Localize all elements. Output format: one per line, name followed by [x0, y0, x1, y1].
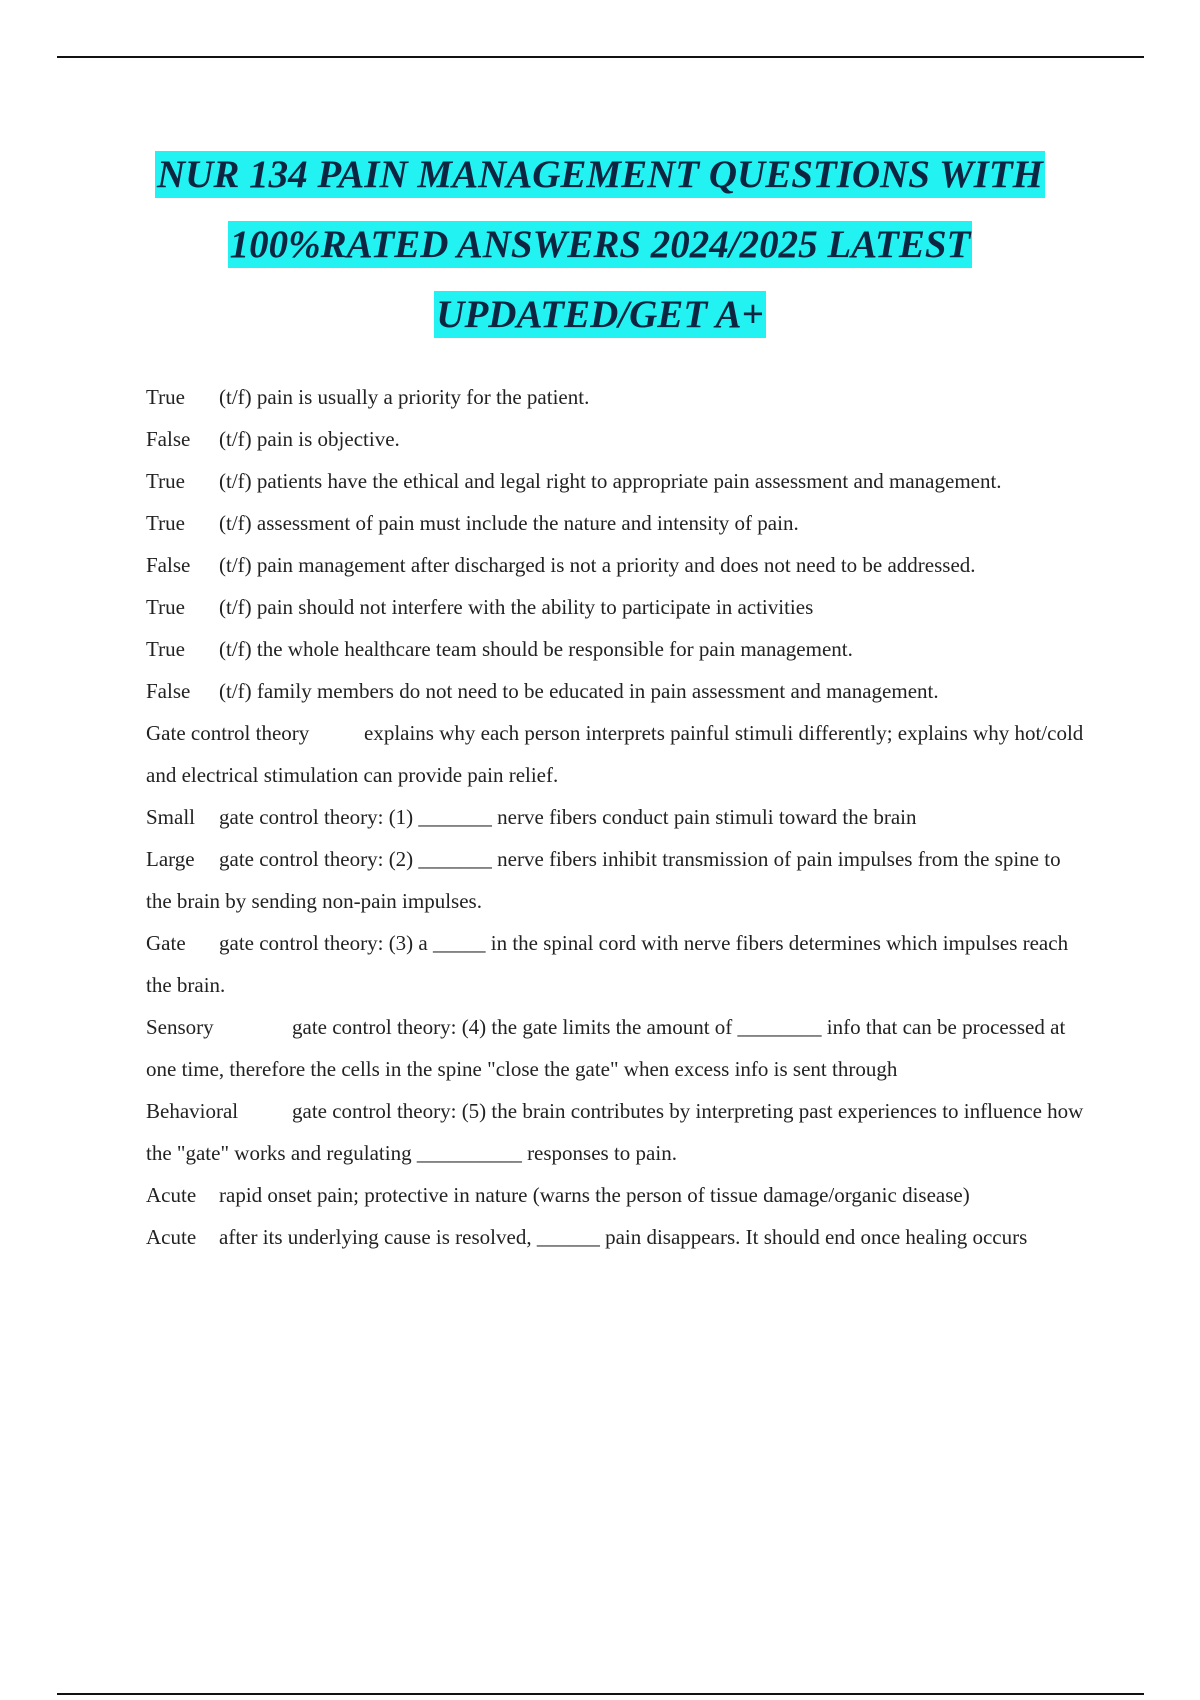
card-row: [146, 922, 1086, 1006]
card-definition: (t/f) family members do not need to be educated in pain assessment and management.: [219, 679, 939, 703]
card-row: [146, 628, 1086, 670]
card-row: [146, 1216, 1086, 1258]
card-definition: gate control theory: (3) a _____ in the spinal cord with nerve fibers determines which impulses reach the brain.: [146, 931, 1069, 997]
card-row: [146, 1174, 1086, 1216]
card-term: True: [146, 385, 185, 409]
card-row: [146, 712, 1086, 796]
title-line-2: 100%RATED ANSWERS 2024/2025 LATEST: [229, 223, 971, 266]
card-term: Gate control theory: [146, 721, 310, 745]
card-term: True: [146, 511, 185, 535]
card-definition: (t/f) pain is usually a priority for the patient.: [219, 385, 590, 409]
card-term: True: [146, 469, 185, 493]
card-definition: gate control theory: (4) the gate limits the amount of ________ info that can be processed at one time, therefore the cells in the spine "close the gate" when excess info is sent through: [146, 1015, 1066, 1081]
card-term: Large: [146, 847, 195, 871]
card-row: [146, 670, 1086, 712]
card-row: [146, 586, 1086, 628]
card-definition: after its underlying cause is resolved, ______ pain disappears. It should end once healing occurs: [219, 1225, 1028, 1249]
card-definition: gate control theory: (2) _______ nerve fibers inhibit transmission of pain impulses from the spine to the brain by sending non-pain impulses.: [146, 847, 1061, 913]
card-row: [146, 376, 1086, 418]
card-definition: gate control theory: (1) _______ nerve fibers conduct pain stimuli toward the brain: [219, 805, 917, 829]
card-term: Behavioral: [146, 1099, 239, 1123]
card-definition: (t/f) assessment of pain must include the nature and intensity of pain.: [219, 511, 799, 535]
card-term: False: [146, 427, 191, 451]
card-definition: (t/f) pain is objective.: [219, 427, 400, 451]
card-term: Sensory: [146, 1015, 214, 1039]
card-definition: (t/f) the whole healthcare team should be responsible for pain management.: [219, 637, 853, 661]
card-row: [146, 1090, 1086, 1174]
card-term: Acute: [146, 1183, 197, 1207]
card-term: Gate: [146, 931, 186, 955]
card-row: [146, 796, 1086, 838]
card-term: True: [146, 637, 185, 661]
card-definition: (t/f) patients have the ethical and legal right to appropriate pain assessment and management.: [219, 469, 1002, 493]
card-row: [146, 460, 1086, 502]
card-definition: rapid onset pain; protective in nature (warns the person of tissue damage/organic disease): [219, 1183, 970, 1207]
card-definition: (t/f) pain should not interfere with the ability to participate in activities: [219, 595, 814, 619]
card-term: False: [146, 553, 191, 577]
card-row: [146, 838, 1086, 922]
title-line-1: NUR 134 PAIN MANAGEMENT QUESTIONS WITH: [157, 153, 1043, 196]
bottom-rule: [57, 1693, 1144, 1695]
card-definition: explains why each person interprets painful stimuli differently; explains why hot/cold and electrical stimulation can provide pain relief.: [146, 721, 1084, 787]
card-definition: gate control theory: (5) the brain contributes by interpreting past experiences to influence how the "gate" works and regulating __________ responses to pain.: [146, 1099, 1084, 1165]
card-definition: (t/f) pain management after discharged is not a priority and does not need to be addressed.: [219, 553, 976, 577]
title-line-3: UPDATED/GET A+: [436, 293, 764, 336]
top-rule: [57, 56, 1144, 58]
card-row: [146, 418, 1086, 460]
flashcard-list: [146, 376, 1086, 1258]
card-row: [146, 544, 1086, 586]
card-term: True: [146, 595, 185, 619]
card-term: Acute: [146, 1225, 197, 1249]
card-term: Small: [146, 805, 196, 829]
card-term: False: [146, 679, 191, 703]
card-row: [146, 1006, 1086, 1090]
document-title: [0, 140, 1200, 350]
card-row: [146, 502, 1086, 544]
